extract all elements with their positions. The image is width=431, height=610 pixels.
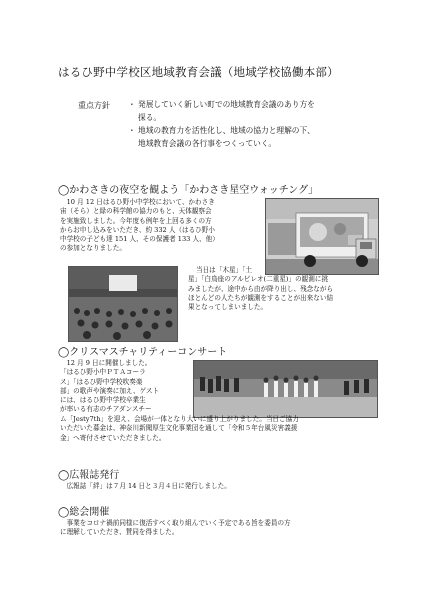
policy-line: 地域の教育力を活性化し、地域の協力と理解の下、 bbox=[138, 126, 315, 135]
page-title: はるひ野中学校区地域教育会議（地域学校協働本部） bbox=[58, 65, 339, 79]
section-heading-general-meeting: ◯総会開催 bbox=[58, 507, 110, 518]
text-line: の参加となりました。 bbox=[60, 244, 126, 253]
text-line: 中学校の子ども達 151 人、その保護者 133 人、他） bbox=[60, 235, 219, 244]
concert-image bbox=[194, 361, 377, 417]
text-line: 星」「白鳥座のアルビレオ(二重星)」の観測に挑 bbox=[188, 275, 329, 284]
text-line: 広報誌「絆」は７月 14 日と３月４日に発行しました。 bbox=[60, 482, 231, 490]
text-line: 金」へ寄付させていただきました。 bbox=[60, 433, 166, 442]
photo-planetarium-truck bbox=[265, 198, 379, 275]
policy-label: 重点方針 bbox=[78, 101, 110, 110]
text-line: ほとんどの人たちが観測をすることが出来ない結 bbox=[188, 293, 334, 302]
policy-list bbox=[128, 98, 388, 150]
text-line: からお申し込みをいただき、約 332 人（はるひ野小 bbox=[60, 225, 215, 234]
photo-observation-lecture bbox=[68, 266, 178, 342]
policy-line: 探る。 bbox=[138, 113, 162, 122]
stargazing-text-a bbox=[60, 198, 260, 254]
text-line: みましたが、途中から由が降り出し、残念ながら bbox=[188, 284, 334, 293]
text-line: 10 月 12 日はるひ野小中学校において、かわさき bbox=[60, 198, 215, 206]
text-line: 事業をコロナ禍前同様に復活すべく取り組んでいく予定である旨を委員の方 bbox=[60, 519, 291, 527]
hall-image bbox=[69, 267, 177, 341]
text-line: ス」「はるひ野中学校吹奏楽 bbox=[60, 377, 143, 386]
section-heading-newsletter: ◯広報誌発行 bbox=[58, 470, 120, 481]
text-line: には、はるひ野中学校卒業生 bbox=[60, 396, 146, 405]
text-line: ム「Jesty7th」を迎え、会場が一体となり大いに盛り上がりました。当日ご協力 bbox=[60, 415, 299, 423]
policy-bullet: ・ bbox=[128, 126, 136, 135]
text-line: 「はるひ野小中ＰＴＡコーラ bbox=[60, 368, 146, 377]
policy-item bbox=[128, 124, 388, 150]
newsletter-text bbox=[60, 482, 390, 491]
text-line: 果となってしまいました。 bbox=[188, 303, 268, 312]
policy-item bbox=[128, 98, 388, 124]
policy-line: 地域教育会議の各行事をつくっていく。 bbox=[138, 139, 277, 148]
general-meeting-text bbox=[60, 519, 390, 538]
text-line: 宙（そら）と緑の科学館の協力のもと、天体観察会 bbox=[60, 207, 212, 216]
photo-concert bbox=[193, 360, 378, 418]
policy-line: 発展していく新しい町での地域教育会議のあり方を bbox=[138, 100, 315, 109]
stargazing-text-b bbox=[188, 266, 388, 312]
text-line: いただいた募金は、神奈川新聞厚生文化事業団を通して「令和５年台風災害義援 bbox=[60, 424, 298, 433]
text-line: に理解していただき、賛同を得ました。 bbox=[60, 528, 179, 537]
concert-text-a bbox=[60, 359, 200, 415]
truck-image bbox=[266, 199, 378, 274]
section-heading-concert: ◯クリスマスチャリティーコンサート bbox=[58, 347, 228, 358]
policy-bullet: ・ bbox=[128, 100, 136, 109]
text-line: が率いる有志のチアダンスチー bbox=[60, 405, 152, 414]
concert-text-b bbox=[60, 415, 390, 443]
text-line: 当日は「木星」「土 bbox=[196, 266, 253, 274]
text-line: 12 月 9 日に開催しました。 bbox=[60, 359, 152, 367]
text-line: を実施致しました。今年度も例年を上回る多くの方 bbox=[60, 216, 212, 225]
section-heading-stargazing: ◯かわさきの夜空を観よう「かわさき星空ウォッチング」 bbox=[58, 185, 319, 196]
text-line: 部」の歌声や演奏に加え、ゲスト bbox=[60, 386, 160, 395]
